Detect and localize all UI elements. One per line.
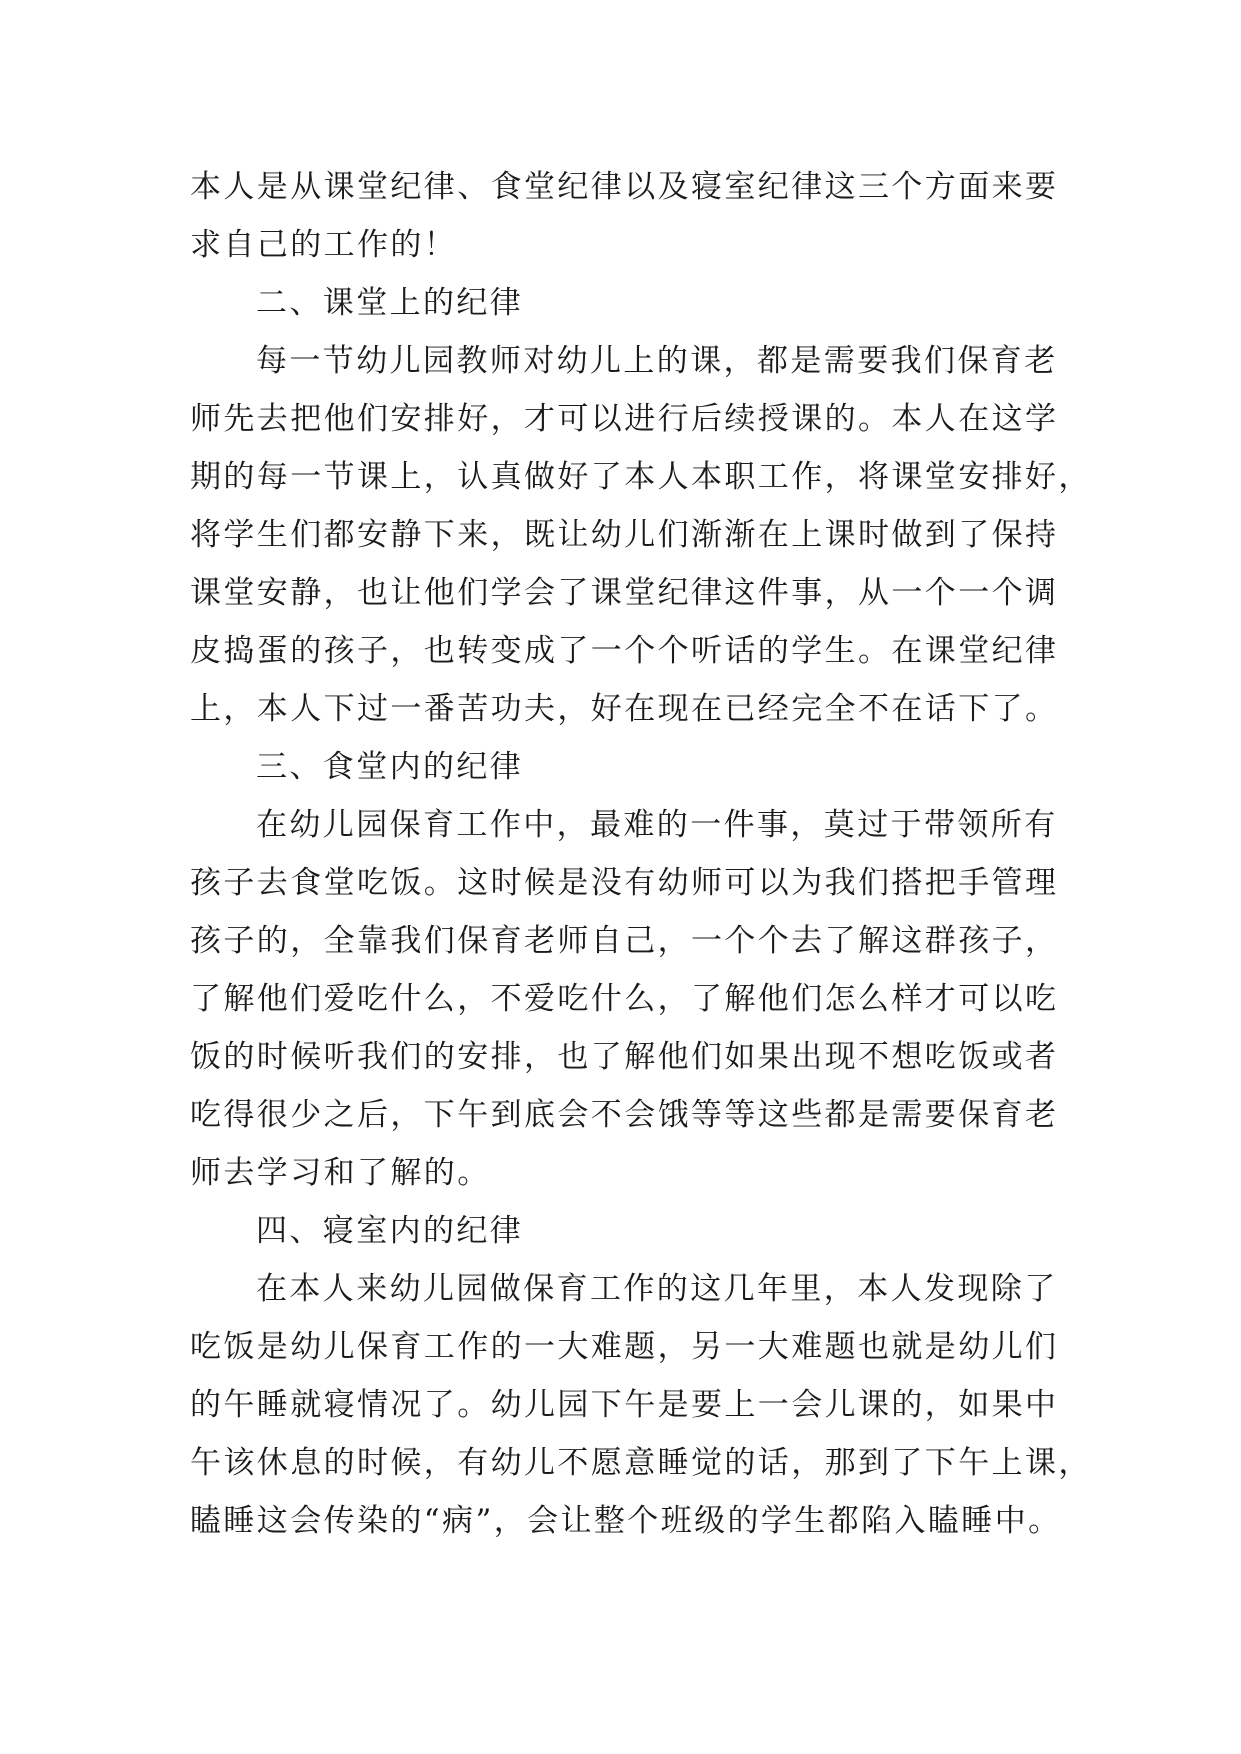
paragraph-line: 了解他们爱吃什么，不爱吃什么，了解他们怎么样才可以吃 (190, 981, 1059, 1017)
section-heading: 三、食堂内的纪律 (256, 749, 524, 785)
paragraph-line: 求自己的工作的！ (190, 227, 458, 263)
paragraph-line: 在幼儿园保育工作中，最难的一件事，莫过于带领所有 (256, 807, 1058, 843)
paragraph-line: 瞌睡这会传染的“病”，会让整个班级的学生都陷入瞌睡中。 (190, 1503, 1062, 1539)
paragraph-line: 午该休息的时候，有幼儿不愿意睡觉的话，那到了下午上课， (190, 1445, 1092, 1481)
paragraph-line: 师先去把他们安排好，才可以进行后续授课的。本人在这学 (190, 401, 1059, 437)
paragraph-line: 吃饭是幼儿保育工作的一大难题，另一大难题也就是幼儿们 (190, 1329, 1059, 1365)
paragraph-line: 孩子的，全靠我们保育老师自己，一个个去了解这群孩子， (190, 923, 1059, 959)
paragraph-line: 吃得很少之后，下午到底会不会饿等等这些都是需要保育老 (190, 1097, 1059, 1133)
paragraph-line: 本人是从课堂纪律、食堂纪律以及寝室纪律这三个方面来要 (190, 169, 1059, 205)
section-heading: 二、课堂上的纪律 (256, 285, 524, 321)
paragraph-line: 期的每一节课上，认真做好了本人本职工作，将课堂安排好， (190, 459, 1092, 495)
document-body (190, 158, 1092, 1550)
paragraph-line: 的午睡就寝情况了。幼儿园下午是要上一会儿课的，如果中 (190, 1387, 1059, 1423)
paragraph-line: 孩子去食堂吃饭。这时候是没有幼师可以为我们搭把手管理 (190, 865, 1059, 901)
paragraph-line: 上，本人下过一番苦功夫，好在现在已经完全不在话下了。 (190, 691, 1059, 727)
paragraph-line: 师去学习和了解的。 (190, 1155, 491, 1191)
paragraph-line: 将学生们都安静下来，既让幼儿们渐渐在上课时做到了保持 (190, 517, 1059, 553)
paragraph-line: 皮捣蛋的孩子，也转变成了一个个听话的学生。在课堂纪律 (190, 633, 1059, 669)
section-heading: 四、寝室内的纪律 (256, 1213, 524, 1249)
paragraph-line: 在本人来幼儿园做保育工作的这几年里，本人发现除了 (256, 1271, 1058, 1307)
paragraph-line: 每一节幼儿园教师对幼儿上的课，都是需要我们保育老 (256, 343, 1058, 379)
paragraph-line: 课堂安静，也让他们学会了课堂纪律这件事，从一个一个调 (190, 575, 1059, 611)
paragraph-line: 饭的时候听我们的安排，也了解他们如果出现不想吃饭或者 (190, 1039, 1059, 1075)
